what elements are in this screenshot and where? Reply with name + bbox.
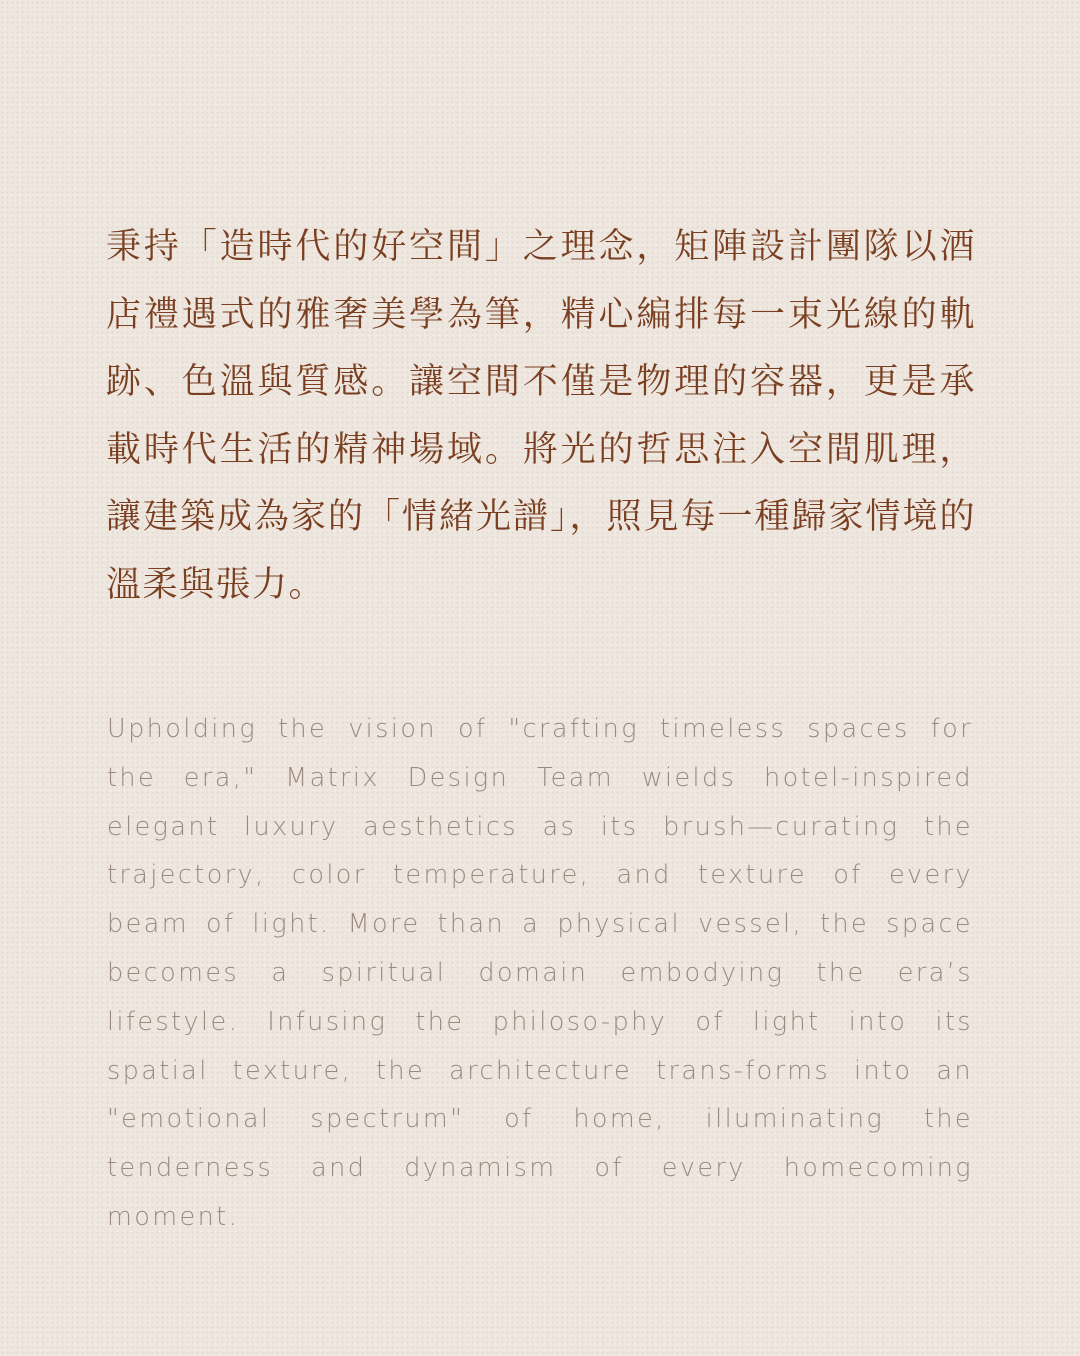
chinese-paragraph: 秉持「造時代的好空間」之理念，矩陣設計團隊以酒店禮遇式的雅奢美學為筆，精心編排每一束光線的軌跡、色溫與質感。讓空間不僅是物理的容器，更是承載時代生活的精神場域。將光的哲思注入空間肌理，讓建築成為家的「情緒光譜」，照見每一種歸家情境的溫柔與張力。 (106, 227, 976, 605)
english-paragraph: Upholding the vision of "crafting timeless spaces for the era," Matrix Design Team wields hotel-inspired elegant luxury aesthetics as its brush—curating the trajectory, color temperature, and texture of every beam of light. More than a physical vessel, the space becomes a spiritual domain embodying the era’s lifestyle. Infusing the philoso-phy of light into its spatial texture, the architecture trans-forms into an "emotional spectrum" of home, illuminating the tenderness and dynamism of every homecoming moment. (107, 714, 973, 1232)
